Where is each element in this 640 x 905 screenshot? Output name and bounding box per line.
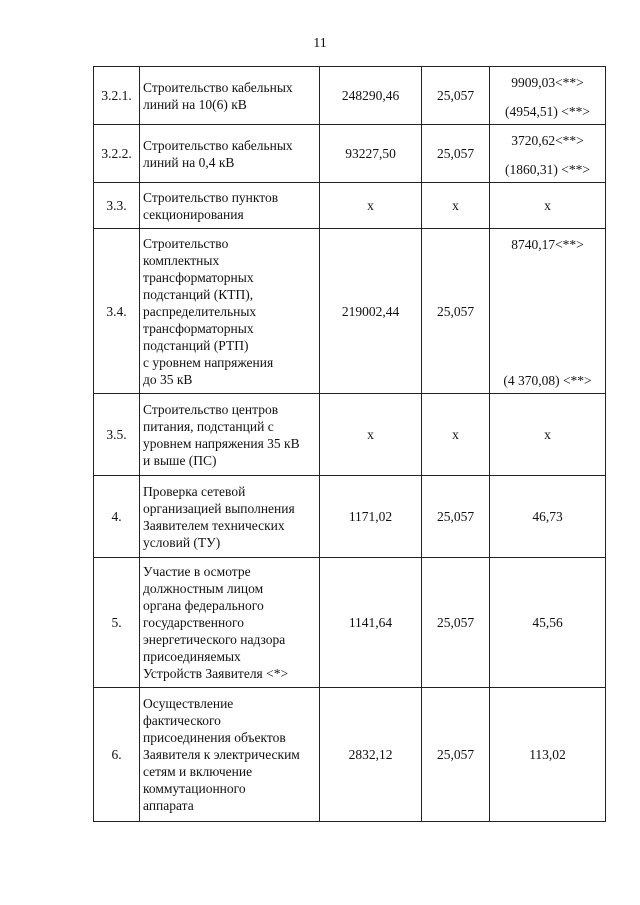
row-number: 3.5. bbox=[94, 394, 140, 476]
table-row bbox=[94, 558, 606, 688]
result-value-alt: (1860,31) <**> bbox=[505, 161, 590, 177]
result-value: 9909,03<**> bbox=[511, 74, 584, 90]
row-number: 3.4. bbox=[94, 229, 140, 394]
description-line: присоединяемых bbox=[143, 649, 241, 664]
description-line: Строительство кабельных bbox=[143, 137, 293, 153]
row-result bbox=[490, 125, 606, 183]
description-line: трансформаторных bbox=[143, 320, 254, 336]
row-base-value: 219002,44 bbox=[320, 229, 422, 394]
row-base-value: 1141,64 bbox=[320, 558, 422, 688]
row-description bbox=[140, 125, 320, 183]
row-result bbox=[490, 67, 606, 125]
result-value-alt: (4954,51) <**> bbox=[505, 103, 590, 119]
description-line: фактического bbox=[143, 713, 221, 728]
description-line: подстанций (РТП) bbox=[143, 337, 249, 353]
table-row bbox=[94, 67, 606, 125]
row-base-value: 93227,50 bbox=[320, 125, 422, 183]
description-line: Осуществление bbox=[143, 696, 234, 711]
page-number: 11 bbox=[313, 36, 327, 51]
description-line: должностным лицом bbox=[143, 581, 264, 596]
row-number: 5. bbox=[94, 558, 140, 688]
table-row bbox=[94, 183, 606, 229]
row-number: 3.2.1. bbox=[94, 67, 140, 125]
description-line: Заявителем технических bbox=[143, 517, 285, 533]
description-line: энергетического надзора bbox=[143, 632, 286, 647]
description-line: Устройств Заявителя <*> bbox=[143, 666, 289, 681]
row-coefficient: x bbox=[422, 183, 490, 229]
description-line: присоединения объектов bbox=[143, 730, 286, 745]
description-line: Строительство bbox=[143, 235, 229, 251]
description-line: до 35 кВ bbox=[143, 371, 193, 387]
description-line: Участие в осмотре bbox=[143, 564, 251, 579]
description-line: уровнем напряжения 35 кВ bbox=[143, 435, 300, 451]
tariff-table bbox=[93, 66, 606, 822]
row-result: 45,56 bbox=[490, 558, 606, 688]
description-line: аппарата bbox=[143, 798, 194, 813]
description-line: распределительных bbox=[143, 303, 257, 319]
table-row bbox=[94, 688, 606, 822]
row-number: 3.2.2. bbox=[94, 125, 140, 183]
description-line: подстанций (КТП), bbox=[143, 286, 254, 302]
description-line: Проверка сетевой bbox=[143, 483, 246, 499]
description-line: комплектных bbox=[143, 252, 220, 268]
description-line: государственного bbox=[143, 615, 244, 630]
row-coefficient: 25,057 bbox=[422, 125, 490, 183]
description-line: организацией выполнения bbox=[143, 500, 295, 516]
description-line: Строительство пунктов bbox=[143, 189, 279, 205]
row-base-value: x bbox=[320, 183, 422, 229]
row-base-value: x bbox=[320, 394, 422, 476]
description-line: Заявителя к электрическим bbox=[143, 747, 300, 762]
row-description bbox=[140, 183, 320, 229]
row-result: x bbox=[490, 394, 606, 476]
row-coefficient: 25,057 bbox=[422, 476, 490, 558]
row-description bbox=[140, 229, 320, 394]
description-line: линий на 0,4 кВ bbox=[143, 154, 235, 170]
description-line: линий на 10(6) кВ bbox=[143, 96, 247, 112]
result-value: 8740,17<**> bbox=[511, 236, 584, 252]
row-description bbox=[140, 67, 320, 125]
row-result: 113,02 bbox=[490, 688, 606, 822]
description-line: питания, подстанций с bbox=[143, 418, 274, 434]
description-line: и выше (ПС) bbox=[143, 452, 217, 468]
description-line: условий (ТУ) bbox=[143, 534, 221, 550]
row-base-value: 248290,46 bbox=[320, 67, 422, 125]
description-line: секционирования bbox=[143, 206, 244, 222]
description-line: органа федерального bbox=[143, 598, 264, 613]
description-line: Строительство кабельных bbox=[143, 79, 293, 95]
row-description bbox=[140, 688, 320, 822]
row-coefficient: 25,057 bbox=[422, 688, 490, 822]
row-description bbox=[140, 394, 320, 476]
description-line: Строительство центров bbox=[143, 401, 279, 417]
row-number: 3.3. bbox=[94, 183, 140, 229]
row-coefficient: x bbox=[422, 394, 490, 476]
row-description bbox=[140, 476, 320, 558]
description-line: с уровнем напряжения bbox=[143, 354, 274, 370]
table-row bbox=[94, 229, 606, 394]
table-row bbox=[94, 394, 606, 476]
description-line: трансформаторных bbox=[143, 269, 254, 285]
row-result bbox=[490, 229, 606, 394]
row-coefficient: 25,057 bbox=[422, 558, 490, 688]
row-base-value: 2832,12 bbox=[320, 688, 422, 822]
table-row bbox=[94, 476, 606, 558]
result-value-alt: (4 370,08) <**> bbox=[503, 372, 592, 388]
row-result: 46,73 bbox=[490, 476, 606, 558]
description-line: коммутационного bbox=[143, 781, 246, 796]
row-number: 4. bbox=[94, 476, 140, 558]
row-coefficient: 25,057 bbox=[422, 229, 490, 394]
row-base-value: 1171,02 bbox=[320, 476, 422, 558]
row-description bbox=[140, 558, 320, 688]
row-coefficient: 25,057 bbox=[422, 67, 490, 125]
description-line: сетям и включение bbox=[143, 764, 253, 779]
result-value: 3720,62<**> bbox=[511, 132, 584, 148]
row-number: 6. bbox=[94, 688, 140, 822]
table-row bbox=[94, 125, 606, 183]
row-result: x bbox=[490, 183, 606, 229]
